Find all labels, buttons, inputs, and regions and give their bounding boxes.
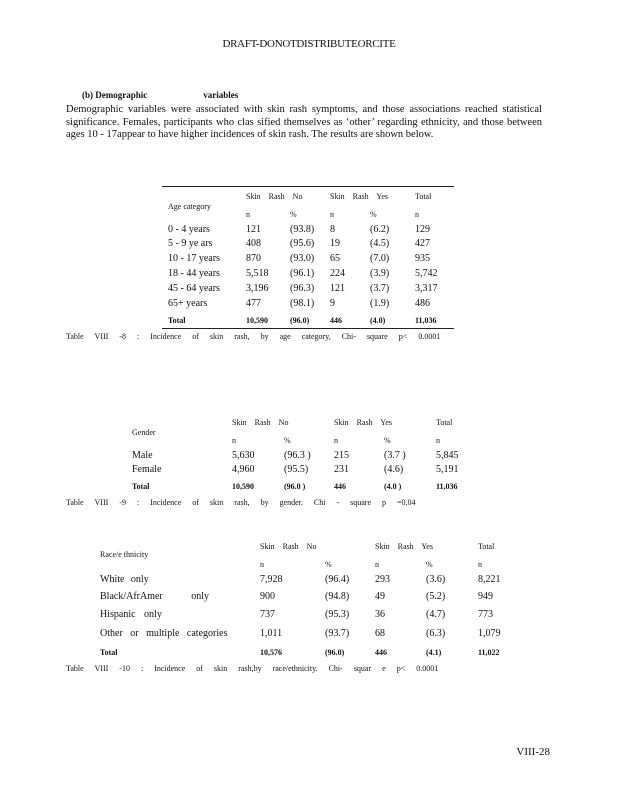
- skin-rash-yes-pct: (4.5): [370, 238, 390, 249]
- skin-rash-yes-pct: (3.9): [370, 268, 390, 279]
- skin-rash-yes-n: 231: [334, 464, 349, 475]
- table2-header-yes: Skin Rash Yes: [334, 418, 393, 427]
- skin-rash-no-n: 5,518: [246, 268, 269, 279]
- table3-category-header: Race/e thnicity: [100, 550, 149, 559]
- skin-rash-yes-n: 68: [375, 628, 385, 639]
- section-title-b: variables: [203, 90, 239, 100]
- row-label: Total: [100, 648, 118, 657]
- skin-rash-no-pct: (96.0): [325, 648, 345, 657]
- skin-rash-no-n: 10,576: [260, 648, 282, 657]
- skin-rash-no-pct: (98.1): [290, 298, 315, 309]
- table3-header-pct1: %: [325, 560, 332, 569]
- table3-header-n3: n: [478, 560, 482, 569]
- page-number: VIII-28: [516, 746, 550, 758]
- skin-rash-yes-pct: (1.9): [370, 298, 390, 309]
- skin-rash-no-pct: (95.5): [284, 464, 309, 475]
- row-label: Total: [168, 316, 186, 325]
- skin-rash-yes-pct: (6.2): [370, 224, 390, 235]
- skin-rash-yes-n: 36: [375, 609, 385, 620]
- table3-header-n2: n: [375, 560, 379, 569]
- skin-rash-yes-pct: (3.6): [426, 574, 446, 585]
- table1-header-n2: n: [330, 210, 334, 219]
- row-label: 10 - 17 years: [168, 253, 220, 264]
- total-n: 3,317: [415, 283, 438, 294]
- table2-category-header: Gender: [132, 428, 156, 437]
- skin-rash-yes-pct: (3.7 ): [384, 450, 406, 461]
- total-n: 427: [415, 238, 430, 249]
- total-n: 11,036: [436, 482, 458, 491]
- table2-caption: Table VIII -9 : Incidence of skin rash, by gender. Chi - square p =0.04: [66, 498, 416, 507]
- table2-header-n1: n: [232, 436, 236, 445]
- total-n: 11,022: [478, 648, 500, 657]
- skin-rash-no-n: 7,928: [260, 574, 283, 585]
- row-label: Male: [132, 450, 153, 461]
- skin-rash-no-n: 870: [246, 253, 261, 264]
- row-label: Female: [132, 464, 162, 475]
- table1-header-no: Skin Rash No: [246, 192, 303, 201]
- table1-bottom-rule: [162, 328, 454, 329]
- skin-rash-yes-pct: (6.3): [426, 628, 446, 639]
- skin-rash-no-n: 5,630: [232, 450, 255, 461]
- table2-header-n3: n: [436, 436, 440, 445]
- table3-header-n1: n: [260, 560, 264, 569]
- total-n: 5,742: [415, 268, 438, 279]
- skin-rash-yes-n: 446: [334, 482, 346, 491]
- table1-header-pct1: %: [290, 210, 297, 219]
- total-n: 486: [415, 298, 430, 309]
- draft-header: DRAFT-DONOTDISTRIBUTEORCITE: [222, 38, 396, 50]
- row-label: Black/AfrAmer only: [100, 591, 210, 602]
- table1-header-pct2: %: [370, 210, 377, 219]
- skin-rash-no-n: 10,590: [246, 316, 268, 325]
- skin-rash-no-n: 408: [246, 238, 261, 249]
- skin-rash-yes-n: 8: [330, 224, 335, 235]
- row-label: Other or multiple categories: [100, 628, 228, 639]
- skin-rash-no-n: 3,196: [246, 283, 269, 294]
- table2-header-no: Skin Rash No: [232, 418, 289, 427]
- skin-rash-yes-n: 19: [330, 238, 340, 249]
- skin-rash-no-n: 477: [246, 298, 261, 309]
- skin-rash-no-pct: (93.8): [290, 224, 315, 235]
- table3-caption: Table VIII -10 : Incidence of skin rash,by race/ethnicity. Chi- squar e p< 0.0001: [66, 664, 439, 673]
- skin-rash-yes-pct: (4.0 ): [384, 482, 402, 491]
- row-label: White only: [100, 574, 149, 585]
- skin-rash-no-n: 121: [246, 224, 261, 235]
- skin-rash-yes-pct: (4.7): [426, 609, 446, 620]
- skin-rash-no-pct: (96.4): [325, 574, 350, 585]
- table1-header-yes: Skin Rash Yes: [330, 192, 389, 201]
- section-title: [82, 90, 238, 100]
- table3-header-yes: Skin Rash Yes: [375, 542, 434, 551]
- skin-rash-no-n: 737: [260, 609, 275, 620]
- skin-rash-no-n: 1,011: [260, 628, 283, 639]
- table1-header-total: Total: [415, 192, 432, 201]
- total-n: 129: [415, 224, 430, 235]
- table2-header-pct1: %: [284, 436, 291, 445]
- row-label: 18 - 44 years: [168, 268, 220, 279]
- skin-rash-yes-pct: (4.0): [370, 316, 386, 325]
- total-n: 773: [478, 609, 493, 620]
- skin-rash-yes-n: 224: [330, 268, 345, 279]
- total-n: 5,845: [436, 450, 459, 461]
- table2-header-pct2: %: [384, 436, 391, 445]
- skin-rash-yes-n: 121: [330, 283, 345, 294]
- skin-rash-yes-pct: (4.1): [426, 648, 442, 657]
- section-label: (b): [82, 90, 93, 100]
- skin-rash-no-pct: (93.7): [325, 628, 350, 639]
- skin-rash-no-pct: (93.0): [290, 253, 315, 264]
- total-n: 1,079: [478, 628, 501, 639]
- table1-header-n1: n: [246, 210, 250, 219]
- skin-rash-yes-n: 293: [375, 574, 390, 585]
- table3-header-total: Total: [478, 542, 495, 551]
- total-n: 5,191: [436, 464, 459, 475]
- table1-caption: Table VIII -8 : Incidence of skin rash, by age category, Chi- square p< 0.0001: [66, 332, 441, 341]
- row-label: Hispanic only: [100, 609, 162, 620]
- skin-rash-no-pct: (96.1): [290, 268, 315, 279]
- skin-rash-no-pct: (94.8): [325, 591, 350, 602]
- table1-category-header: Age category: [168, 202, 211, 211]
- skin-rash-yes-n: 49: [375, 591, 385, 602]
- section-paragraph: Demographic variables were associated with skin rash symptoms, and those associations reached statistical significance. Females, participants who clas sified themselves as ‘other’ regarding ethnicity, and those between ages 10 - 17appear to have higher incidences of skin rash. The results are shown below.: [66, 104, 542, 140]
- skin-rash-no-pct: (96.3): [290, 283, 315, 294]
- table3-header-pct2: %: [426, 560, 433, 569]
- skin-rash-no-pct: (96.0): [290, 316, 310, 325]
- skin-rash-yes-pct: (7.0): [370, 253, 390, 264]
- skin-rash-yes-n: 65: [330, 253, 340, 264]
- row-label: Total: [132, 482, 150, 491]
- skin-rash-yes-pct: (5.2): [426, 591, 446, 602]
- skin-rash-no-pct: (96.0 ): [284, 482, 306, 491]
- table1-header-n3: n: [415, 210, 419, 219]
- skin-rash-no-n: 900: [260, 591, 275, 602]
- skin-rash-yes-n: 446: [375, 648, 387, 657]
- section-title-a: Demographic: [95, 90, 148, 100]
- table1-top-rule: [162, 186, 454, 187]
- skin-rash-yes-pct: (4.6): [384, 464, 404, 475]
- row-label: 65+ years: [168, 298, 208, 309]
- table2-header-n2: n: [334, 436, 338, 445]
- row-label: 5 - 9 ye ars: [168, 238, 213, 249]
- skin-rash-no-n: 4,960: [232, 464, 255, 475]
- row-label: 0 - 4 years: [168, 224, 210, 235]
- skin-rash-yes-n: 446: [330, 316, 342, 325]
- skin-rash-no-pct: (95.3): [325, 609, 350, 620]
- total-n: 8,221: [478, 574, 501, 585]
- table2-header-total: Total: [436, 418, 453, 427]
- skin-rash-no-pct: (96.3 ): [284, 450, 311, 461]
- skin-rash-no-pct: (95.6): [290, 238, 315, 249]
- row-label: 45 - 64 years: [168, 283, 220, 294]
- table3-header-no: Skin Rash No: [260, 542, 317, 551]
- skin-rash-yes-pct: (3.7): [370, 283, 390, 294]
- total-n: 11,036: [415, 316, 437, 325]
- skin-rash-yes-n: 9: [330, 298, 335, 309]
- total-n: 935: [415, 253, 430, 264]
- skin-rash-no-n: 10,590: [232, 482, 254, 491]
- total-n: 949: [478, 591, 493, 602]
- skin-rash-yes-n: 215: [334, 450, 349, 461]
